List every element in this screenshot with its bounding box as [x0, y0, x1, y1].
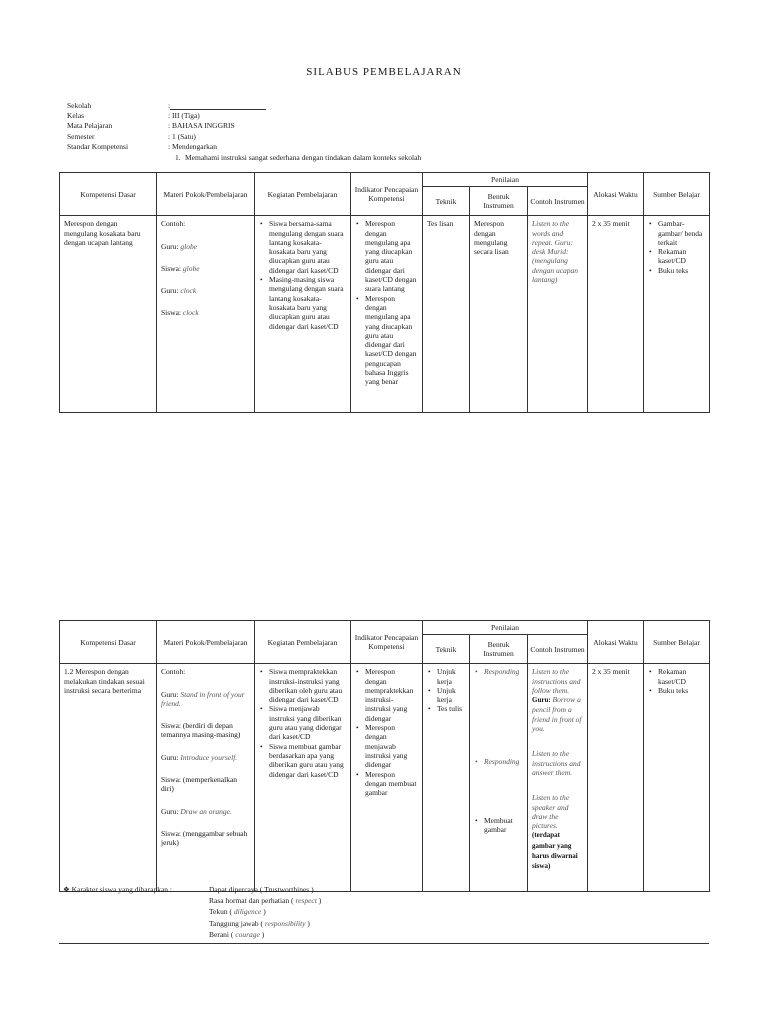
sumber-item: • Rekaman kaset/CD	[658, 667, 705, 686]
materi-value: clock	[180, 286, 197, 296]
indikator-item: • Merespon dengan membuat gambar	[365, 770, 418, 798]
header-materi: Materi Pokok/Pembelajaran	[157, 173, 255, 216]
materi-label: Guru:	[161, 752, 179, 762]
karakter-text: Berani (	[209, 929, 234, 939]
sumber-item: • Gambar-gambar/ benda terkait	[658, 219, 705, 247]
karakter-item	[209, 929, 321, 940]
alokasi-text: 2 x 35 menit	[592, 219, 630, 229]
teknik-text: Tes lisan	[427, 219, 454, 229]
materi-label: Guru:	[161, 286, 179, 296]
materi-label: Guru:	[161, 241, 179, 251]
karakter-item	[209, 918, 321, 929]
header-bentuk: Bentuk Instrumen	[470, 187, 528, 216]
materi-label: Siswa:	[161, 308, 182, 318]
kegiatan-item: • Siswa mempraktekkan instruksi-instruksi yang diberikan oleh guru atau didengar dari kaset/CD	[269, 667, 346, 704]
blank-line	[170, 102, 266, 110]
header-teknik: Teknik	[423, 635, 470, 664]
cell-teknik	[423, 664, 470, 891]
contoh-label: (terdapat gambar yang harus diwarnai siswa)	[532, 831, 578, 871]
sumber-item: • Buku teks	[658, 266, 705, 275]
syllabus-table-1	[59, 172, 710, 413]
bentuk-item: • Responding	[484, 667, 519, 676]
indikator-item: • Merespon dengan mengulang apa yang diucapkan guru atau didengar dari kaset/CD dengan pengucapan bahasa Inggris yang benar	[365, 294, 418, 387]
materi-label: Contoh:	[161, 219, 186, 229]
cell-kompetensi	[60, 664, 157, 891]
header-alokasi: Alokasi Waktu	[588, 173, 644, 216]
cell-alokasi	[588, 216, 644, 413]
materi-label: Siswa: (berdiri di depan temannya masing-masing)	[161, 721, 241, 740]
cell-indikator	[351, 664, 423, 891]
karakter-list	[209, 884, 321, 940]
karakter-en: responsibility	[264, 918, 306, 928]
info-row-sekolah	[67, 101, 266, 110]
section-divider	[59, 943, 709, 944]
karakter-close: )	[261, 929, 265, 939]
bentuk-item: • Membuat gambar	[484, 816, 523, 835]
document-title: SILABUS PEMBELAJARAN	[306, 66, 462, 78]
info-label: Mata Pelajaran	[67, 121, 113, 130]
kegiatan-item: • Siswa menjawab instruksi yang diberikan guru atau yang didengar dari kaset/CD	[269, 704, 346, 741]
header-sumber: Sumber Belajar	[644, 621, 710, 664]
alokasi-text: 2 x 35 menit	[592, 667, 630, 677]
indikator-item: • Merespon dengan menjawab instruksi yang didengar	[365, 723, 418, 769]
header-sumber: Sumber Belajar	[644, 173, 710, 216]
header-alokasi: Alokasi Waktu	[588, 621, 644, 664]
materi-value: Stand in front of your friend.	[161, 689, 245, 708]
materi-label: Siswa:	[161, 263, 182, 273]
cell-indikator	[351, 216, 423, 413]
karakter-item	[209, 906, 321, 917]
item-text: Memahami instruksi sangat sederhana dengan tindakan dalam konteks sekolah	[185, 153, 422, 162]
materi-label: Guru:	[161, 689, 179, 699]
sumber-item: • Rekaman kaset/CD	[658, 247, 705, 266]
info-value: :	[168, 101, 171, 110]
karakter-text: Tanggung jawab (	[209, 918, 264, 928]
contoh-text: Listen to the speaker and draw the pictures.	[532, 793, 570, 831]
karakter-text: Tekun (	[209, 907, 233, 917]
info-row-standar	[67, 142, 217, 151]
contoh-text: Listen to the instructions and answer them.	[532, 749, 581, 777]
contoh-extra: Borrow a pencil from a friend in front of you.	[532, 695, 582, 734]
cell-materi	[157, 216, 255, 413]
materi-label: Siswa: (memperkenalkan diri)	[161, 775, 238, 794]
kompetensi-text: Merespon dengan mengulang kosakata baru dengan ucapan lantang	[64, 219, 141, 247]
karakter-item	[209, 884, 321, 895]
info-row-kelas	[67, 111, 200, 120]
karakter-text: Dapat dipercaya (	[209, 885, 263, 894]
karakter-close: )	[307, 918, 310, 928]
cell-sumber	[644, 216, 710, 413]
teknik-item: • Unjuk kerja	[437, 686, 465, 705]
cell-materi	[157, 664, 255, 891]
karakter-close: )	[318, 896, 322, 906]
info-row-semester	[67, 132, 196, 141]
syllabus-table-2	[59, 620, 710, 892]
info-label: Sekolah	[67, 101, 92, 110]
item-number: 1.	[175, 153, 181, 162]
header-contoh: Contoh Instrumen	[528, 187, 588, 216]
materi-value: globe	[180, 241, 198, 251]
info-value: : Mendengarkan	[168, 142, 217, 151]
kegiatan-item: • Siswa membuat gambar berdasarkan apa yang diberikan guru atau yang didengar dari kaset/CD	[269, 742, 346, 779]
karakter-en: respect	[295, 896, 317, 906]
cell-kompetensi	[60, 216, 157, 413]
cell-bentuk	[470, 216, 528, 413]
cell-kegiatan	[255, 664, 351, 891]
materi-label: Siswa: (menggambar sebuah jeruk)	[161, 828, 248, 848]
header-contoh: Contoh Instrumen	[528, 635, 588, 664]
contoh-text: Listen to the words and repeat. Guru: desk Murid: (mengulang dengan ucapan lantang)	[532, 219, 579, 285]
header-teknik: Teknik	[423, 187, 470, 216]
indikator-item: • Merespon dengan mengulang apa yang diucapkan guru atau didengar dari kaset/CD dengan suara lantang	[365, 219, 418, 293]
karakter-en: Trustworthines	[264, 885, 310, 894]
info-value: : III (Tiga)	[168, 111, 200, 120]
karakter-close: )	[311, 885, 314, 894]
karakter-en: courage	[235, 929, 260, 939]
diamond-bullet-icon: ❖	[63, 885, 70, 894]
info-label: Semester	[67, 132, 95, 141]
sumber-item: • Buku teks	[658, 686, 705, 695]
karakter-en: diligence	[233, 907, 262, 917]
header-materi: Materi Pokok/Pembelajaran	[157, 621, 255, 664]
bentuk-text: Merespon dengan mengulang secara lisan	[474, 219, 509, 257]
materi-value: clock	[182, 308, 199, 318]
materi-label: Guru:	[161, 806, 179, 816]
info-label: Standar Kompetensi	[67, 142, 129, 151]
kompetensi-text: 1.2 Merespon dengan melakukan tindakan sesuai instruksi secara berterima	[64, 667, 145, 695]
cell-bentuk	[470, 664, 528, 891]
teknik-item: • Tes tulis	[437, 704, 465, 713]
karakter-text: Rasa hormat dan perhatian (	[209, 896, 294, 906]
contoh-label: Guru:	[532, 696, 551, 705]
header-kompetensi: Kompetensi Dasar	[60, 173, 157, 216]
teknik-item: • Unjuk kerja	[437, 667, 465, 686]
info-value: : BAHASA INGGRIS	[168, 121, 235, 130]
indikator-item: • Merespon dengan mempraktekkan instruksi-instruksi yang didengar	[365, 667, 418, 723]
cell-alokasi	[588, 664, 644, 891]
bentuk-item: • Responding	[484, 757, 519, 766]
karakter-section	[63, 884, 322, 939]
header-indikator: Indikator Pencapaian Kompetensi	[351, 173, 423, 216]
header-kegiatan: Kegiatan Pembelajaran	[255, 621, 351, 664]
header-penilaian: Penilaian	[423, 621, 588, 635]
standard-competency-item	[175, 153, 421, 162]
materi-label: Contoh:	[161, 667, 186, 677]
header-penilaian: Penilaian	[423, 173, 588, 187]
header-indikator: Indikator Pencapaian Kompetensi	[351, 621, 423, 664]
cell-kegiatan	[255, 216, 351, 413]
materi-value: Introduce yourself.	[180, 752, 238, 762]
info-value: : 1 (Satu)	[168, 132, 196, 141]
materi-value: Draw an orange.	[180, 806, 232, 816]
info-label: Kelas	[67, 111, 85, 120]
cell-contoh	[528, 216, 588, 413]
karakter-close: )	[263, 907, 266, 917]
cell-sumber	[644, 664, 710, 891]
header-bentuk: Bentuk Instrumen	[470, 635, 528, 664]
kegiatan-item: • Siswa bersama-sama mengulang dengan suara lantang kosakata-kosakata baru yang diucapkan guru atau didengar dari kaset/CD	[269, 219, 346, 275]
cell-teknik	[423, 216, 470, 413]
info-row-mapel	[67, 121, 235, 130]
karakter-label: Karakter siswa yang diharapkan :	[71, 885, 172, 894]
header-kegiatan: Kegiatan Pembelajaran	[255, 173, 351, 216]
kegiatan-item: • Masing-masing siswa mengulang dengan suara lantang kosakata-kosakata baru yang diucapkan guru atau didengar dari kaset/CD	[269, 275, 346, 331]
cell-contoh	[528, 664, 588, 891]
karakter-item	[209, 895, 321, 906]
contoh-text: Listen to the instructions and follow them.	[532, 667, 581, 695]
header-kompetensi: Kompetensi Dasar	[60, 621, 157, 664]
materi-value: globe	[182, 263, 200, 273]
